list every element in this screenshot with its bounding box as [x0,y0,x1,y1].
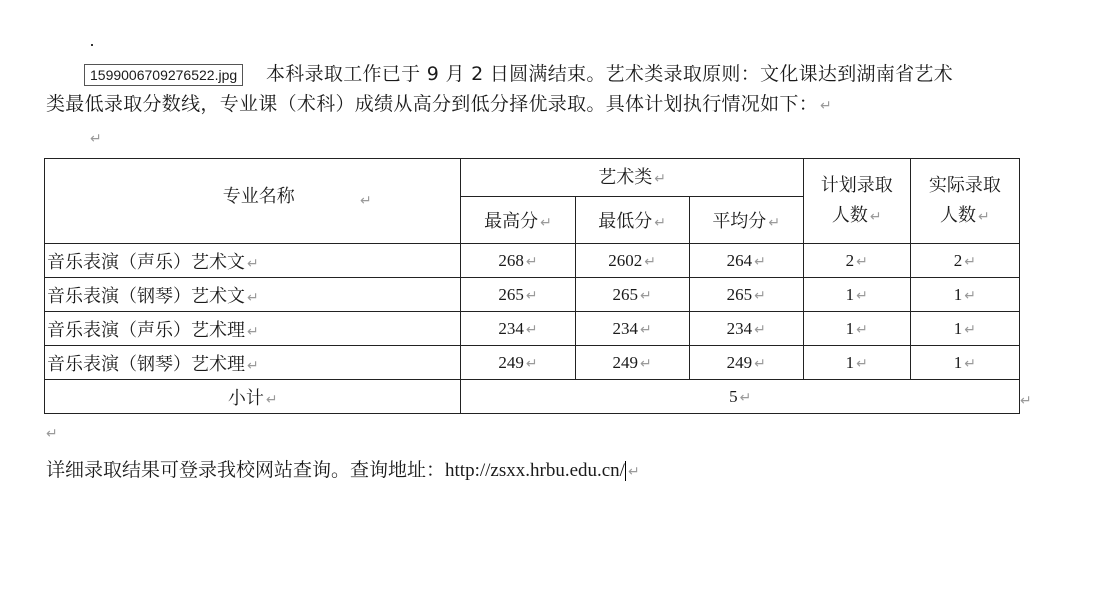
major-name-cell: 音乐表演（声乐）艺术文 ↵ [45,244,461,278]
admission-table [44,158,1020,414]
actual-count-cell: 1 ↵ [910,346,1019,380]
planned-count-cell: 1 ↵ [803,346,910,380]
min-score-cell: 265 ↵ [575,278,689,312]
stray-dot [91,44,93,46]
subtotal-value: 5 ↵ [461,380,1020,414]
max-score-cell: 268 ↵ [461,244,575,278]
header-actual-count: 实际录取 人数 ↵ [910,159,1019,244]
subtotal-label: 小计 ↵ [45,380,461,414]
planned-count-cell: 1 ↵ [803,312,910,346]
header-min-score: 最低分 ↵ [575,197,689,244]
planned-count-cell: 2 ↵ [803,244,910,278]
major-name-cell: 音乐表演（钢琴）艺术理 ↵ [45,346,461,380]
filename-tooltip: 1599006709276522.jpg [84,64,243,86]
paragraph-mark: ↵ [820,98,833,114]
table-row [45,346,1020,380]
min-score-cell: 2602 ↵ [575,244,689,278]
planned-count-cell: 1 ↵ [803,278,910,312]
avg-score-cell: 265 ↵ [689,278,803,312]
min-score-cell: 234 ↵ [575,312,689,346]
actual-count-cell: 2 ↵ [910,244,1019,278]
min-score-cell: 249 ↵ [575,346,689,380]
empty-paragraph-mark: ↵ [90,131,102,147]
table-row [45,278,1020,312]
header-max-score: 最高分 ↵ [461,197,575,244]
major-name-cell: 音乐表演（钢琴）艺术文 ↵ [45,278,461,312]
subtotal-row [45,380,1020,414]
avg-score-cell: 234 ↵ [689,312,803,346]
max-score-cell: 265 ↵ [461,278,575,312]
header-major-name: 专业名称 ↵ [45,159,461,244]
footer-text: 详细录取结果可登录我校网站查询。查询地址： [46,459,446,481]
website-link[interactable]: http://zsxx.hrbu.edu.cn/ [445,460,625,481]
footer-paragraph: 详细录取结果可登录我校网站查询。查询地址：http://zsxx.hrbu.edu.cn/ ↵ [46,459,640,481]
empty-paragraph-mark: ↵ [46,426,58,442]
actual-count-cell: 1 ↵ [910,278,1019,312]
intro-paragraph-line-2: 类最低录取分数线，专业课（术科）成绩从高分到低分择优录取。具体计划执行情况如下： ↵ [46,93,833,115]
actual-count-cell: 1 ↵ [910,312,1019,346]
avg-score-cell: 264 ↵ [689,244,803,278]
max-score-cell: 234 ↵ [461,312,575,346]
table-row [45,244,1020,278]
header-art-category: 艺术类 ↵ [461,159,803,197]
avg-score-cell: 249 ↵ [689,346,803,380]
row-end-mark: ↵ [1020,393,1032,409]
table-row [45,312,1020,346]
intro-paragraph-line-1: 本科录取工作已于 9 月 2 日圆满结束。艺术类录取原则：文化课达到湖南省艺术 [266,63,954,85]
major-name-cell: 音乐表演（声乐）艺术理 ↵ [45,312,461,346]
text-cursor [625,461,626,481]
header-planned-count: 计划录取 人数 ↵ [803,159,910,244]
max-score-cell: 249 ↵ [461,346,575,380]
header-avg-score: 平均分 ↵ [689,197,803,244]
